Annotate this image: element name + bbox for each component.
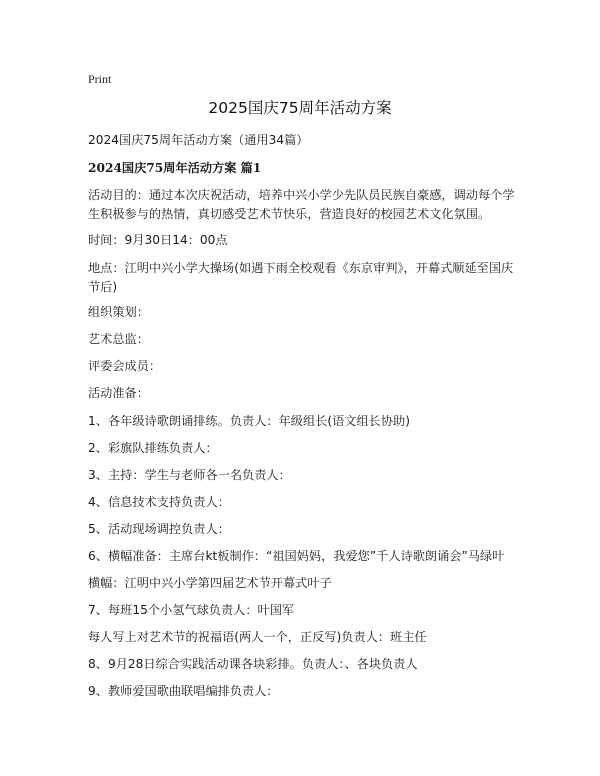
- list-item: 3、主持：学生与老师各一名负责人：: [88, 468, 291, 482]
- list-item: 9、教师爱国歌曲联唱编排负责人：: [88, 684, 279, 698]
- paragraph-jury: 评委会成员：: [88, 359, 162, 373]
- list-item: 2、彩旗队排练负责人：: [88, 441, 218, 455]
- paragraph-location: 地点：江明中兴小学大操场(如遇下雨全校观看《东京审判》，开幕式顺延至国庆节后): [88, 261, 514, 294]
- list-item: 4、信息技术支持负责人：: [88, 495, 230, 509]
- list-item: 1、各年级诗歌朗诵排练。负责人：年级组长(语文组长协助): [88, 414, 410, 428]
- print-label[interactable]: Print: [88, 72, 112, 86]
- document-title: 2025国庆75周年活动方案: [208, 99, 392, 117]
- paragraph-banner: 横幅：江明中兴小学第四届艺术节开幕式叶子: [88, 576, 332, 590]
- paragraph-art-director: 艺术总监：: [88, 332, 149, 346]
- paragraph-wishes: 每人写上对艺术节的祝福语(两人一个，正反写)负责人：班主任: [88, 630, 427, 644]
- list-item: 7、每班15个小氢气球负责人：叶国军: [88, 603, 295, 617]
- section-heading: 2024国庆75周年活动方案 篇1: [88, 161, 262, 175]
- document-subtitle: 2024国庆75周年活动方案（通用34篇）: [88, 133, 309, 147]
- list-item: 6、横幅准备：主席台kt板制作：“祖国妈妈，我爱您”千人诗歌朗诵会”马绿叶: [88, 549, 505, 563]
- list-item: 5、活动现场调控负责人：: [88, 522, 230, 536]
- paragraph-preparation: 活动准备：: [88, 386, 149, 400]
- paragraph-purpose: 活动目的：通过本次庆祝活动，培养中兴小学少先队员民族自豪感，调动每个学生积极参与的热情，真切感受艺术节快乐，营造良好的校园艺术文化氛围。: [88, 188, 515, 221]
- paragraph-time: 时间：9月30日14：00点: [88, 233, 228, 247]
- list-item: 8、9月28日综合实践活动课各块彩排。负责人：、各块负责人: [88, 657, 418, 671]
- paragraph-organization: 组织策划：: [88, 305, 149, 319]
